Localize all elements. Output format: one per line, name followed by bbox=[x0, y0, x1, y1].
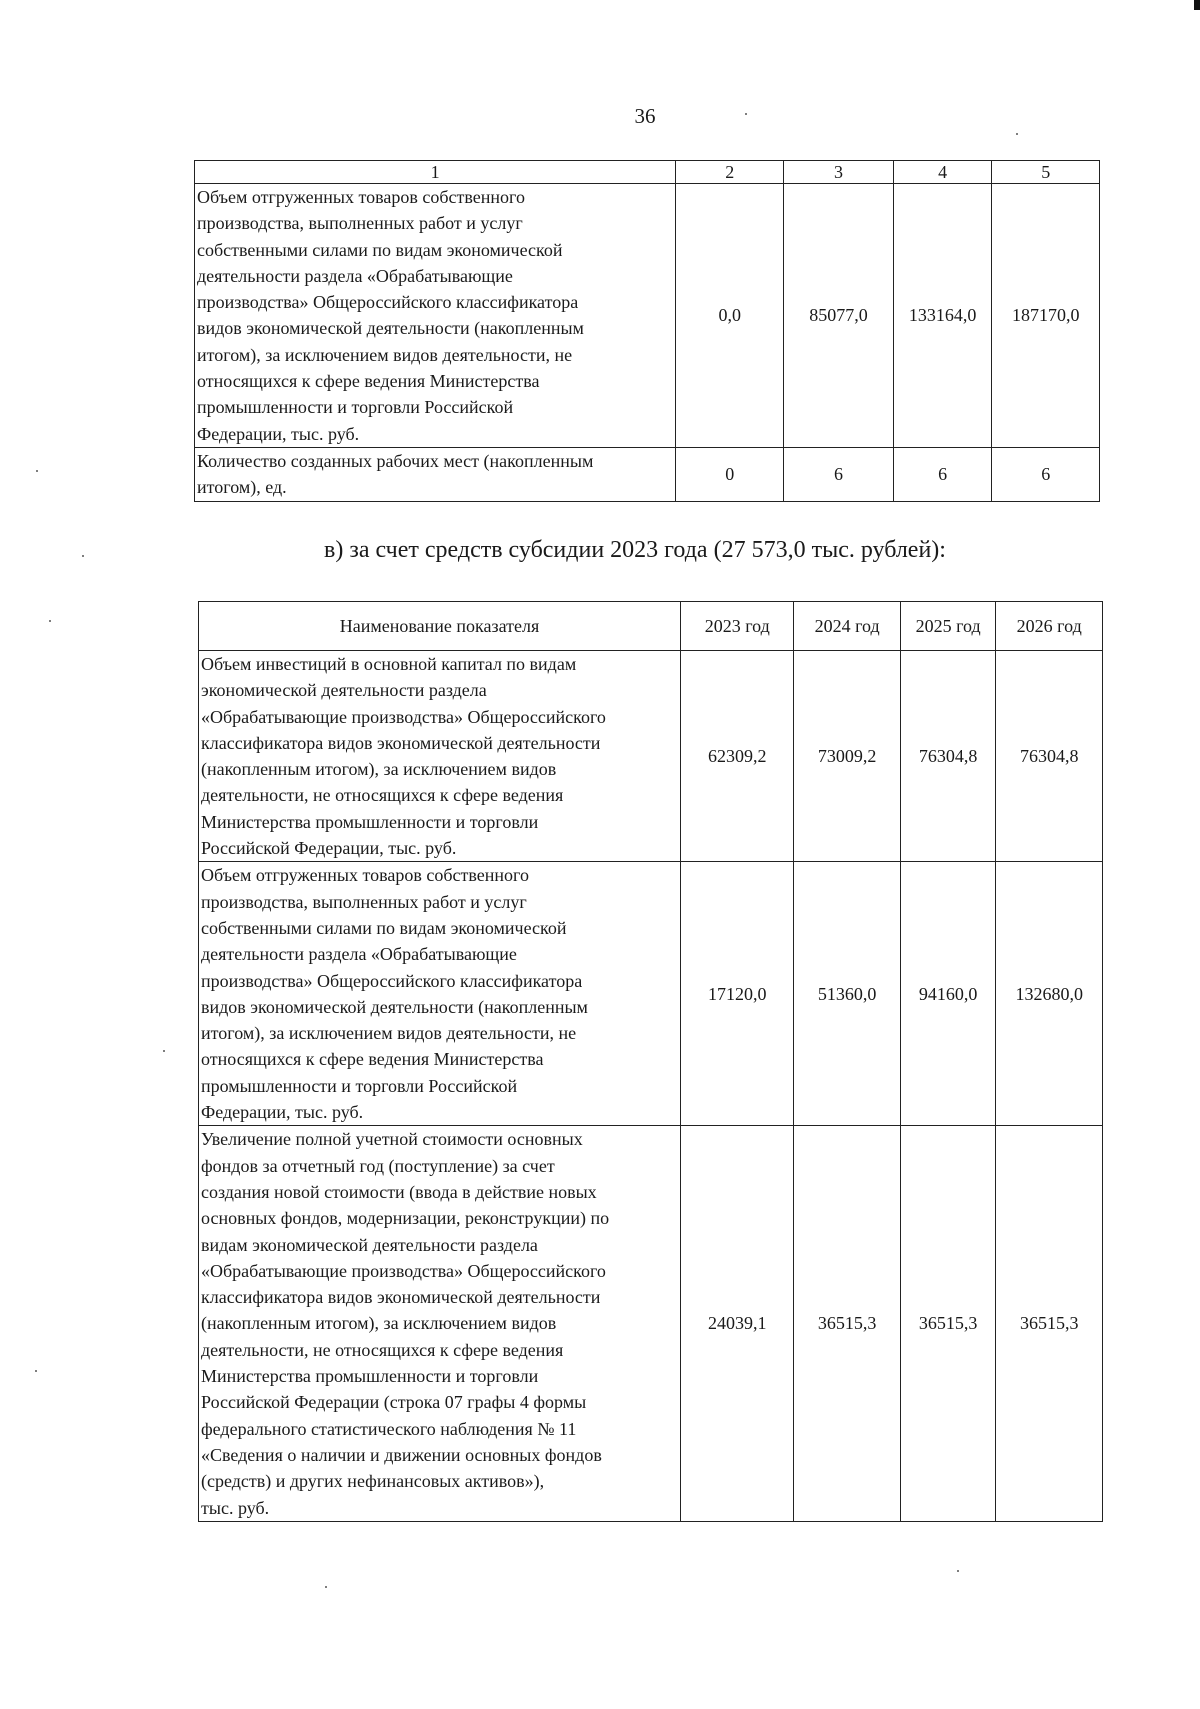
section-heading: в) за счет средств субсидии 2023 года (27 573,0 тыс. рублей): bbox=[324, 537, 946, 563]
indicator-name-line: относящихся к сфере ведения Министерства bbox=[201, 1049, 544, 1070]
scan-speck bbox=[957, 1570, 959, 1572]
header-cell-2023: 2023 год bbox=[681, 602, 794, 651]
value-cell: 85077,0 bbox=[784, 184, 893, 448]
value-cell: 6 bbox=[893, 447, 992, 501]
indicator-name-line: итогом), ед. bbox=[197, 477, 287, 498]
indicator-name-line: Количество созданных рабочих мест (накопленным bbox=[197, 450, 594, 471]
indicator-name-line: промышленности и торговли Российской bbox=[197, 397, 514, 418]
indicator-name-line: классификатора видов экономической деятельности bbox=[201, 732, 601, 753]
value-cell: 24039,1 bbox=[681, 1126, 794, 1521]
value-cell: 0,0 bbox=[676, 184, 784, 448]
scan-speck bbox=[35, 1370, 37, 1372]
value-cell: 187170,0 bbox=[992, 184, 1100, 448]
indicator-name-line: собственными силами по видам экономической bbox=[201, 917, 567, 938]
indicator-name-line: итогом), за исключением видов деятельности, не bbox=[201, 1023, 577, 1044]
indicator-name-line: относящихся к сфере ведения Министерства bbox=[197, 371, 540, 392]
indicator-name-cell bbox=[195, 447, 676, 501]
scan-speck bbox=[82, 555, 84, 557]
scan-speck bbox=[163, 1050, 165, 1052]
value-cell: 6 bbox=[784, 447, 893, 501]
scan-speck bbox=[325, 1586, 327, 1588]
indicator-name-line: Объем отгруженных товаров собственного bbox=[197, 187, 525, 207]
indicator-name-line: «Обрабатывающие производства» Общероссийского bbox=[201, 706, 606, 727]
value-cell: 76304,8 bbox=[900, 651, 996, 862]
indicator-name-line: Министерства промышленности и торговли bbox=[201, 1366, 539, 1387]
indicator-name-line: (накопленным итогом), за исключением видов bbox=[201, 759, 557, 780]
indicator-name-line: Министерства промышленности и торговли bbox=[201, 811, 539, 832]
indicator-name-line: основных фондов, модернизации, реконструкции) по bbox=[201, 1208, 610, 1229]
value-cell: 133164,0 bbox=[893, 184, 992, 448]
value-cell: 62309,2 bbox=[681, 651, 794, 862]
indicator-name-line: деятельности, не относящихся к сфере ведения bbox=[201, 785, 564, 806]
indicator-name-line: классификатора видов экономической деятельности bbox=[201, 1287, 601, 1308]
indicator-name-cell bbox=[199, 862, 681, 1126]
value-cell: 132680,0 bbox=[996, 862, 1103, 1126]
indicator-name-line: Увеличение полной учетной стоимости основных bbox=[201, 1129, 583, 1150]
scan-corner-mark bbox=[1194, 0, 1200, 10]
value-cell: 36515,3 bbox=[794, 1126, 900, 1521]
value-cell: 36515,3 bbox=[900, 1126, 996, 1521]
table-row bbox=[195, 447, 1100, 501]
indicator-name-cell bbox=[195, 184, 676, 448]
indicator-name-cell bbox=[199, 1126, 681, 1521]
indicator-name-line: Объем инвестиций в основной капитал по видам bbox=[201, 654, 577, 674]
header-cell-indicator: Наименование показателя bbox=[199, 602, 681, 651]
header-cell-2024: 2024 год bbox=[794, 602, 900, 651]
indicator-name-line: «Обрабатывающие производства» Общероссийского bbox=[201, 1260, 606, 1281]
indicator-name-line: Российской Федерации, тыс. руб. bbox=[201, 838, 457, 859]
indicator-name-cell bbox=[199, 651, 681, 862]
scan-speck bbox=[745, 113, 747, 115]
table-header-row bbox=[195, 161, 1100, 184]
continuation-table bbox=[194, 160, 1100, 502]
indicator-name-line: производства, выполненных работ и услуг bbox=[197, 213, 523, 234]
indicator-name-line: видов экономической деятельности (накопленным bbox=[201, 996, 588, 1017]
indicator-name-line: фондов за отчетный год (поступление) за счет bbox=[201, 1155, 555, 1176]
indicator-name-line: собственными силами по видам экономической bbox=[197, 239, 563, 260]
header-cell-2025: 2025 год bbox=[900, 602, 996, 651]
value-cell: 51360,0 bbox=[794, 862, 900, 1126]
value-cell: 73009,2 bbox=[794, 651, 900, 862]
header-cell-col5: 5 bbox=[992, 161, 1100, 184]
header-cell-col1: 1 bbox=[195, 161, 676, 184]
scan-speck bbox=[1016, 133, 1018, 135]
indicator-name-line: деятельности раздела «Обрабатывающие bbox=[197, 265, 513, 286]
scan-speck bbox=[36, 470, 38, 472]
indicator-name-line: федерального статистического наблюдения № 11 bbox=[201, 1418, 577, 1439]
table-row bbox=[199, 1126, 1103, 1521]
indicator-name-line: производства, выполненных работ и услуг bbox=[201, 891, 527, 912]
scan-speck bbox=[49, 620, 51, 622]
indicator-name-line: Объем отгруженных товаров собственного bbox=[201, 865, 529, 886]
indicator-name-line: (средств) и других нефинансовых активов»), bbox=[201, 1471, 545, 1492]
header-cell-2026: 2026 год bbox=[996, 602, 1103, 651]
indicator-name-line: создания новой стоимости (ввода в действие новых bbox=[201, 1181, 597, 1202]
value-cell: 94160,0 bbox=[900, 862, 996, 1126]
indicator-name-line: производства» Общероссийского классификатора bbox=[197, 292, 579, 313]
indicator-name-line: итогом), за исключением видов деятельности, не bbox=[197, 344, 573, 365]
indicator-name-line: промышленности и торговли Российской bbox=[201, 1075, 518, 1096]
indicator-name-line: Федерации, тыс. руб. bbox=[197, 423, 360, 444]
indicator-name-line: Федерации, тыс. руб. bbox=[201, 1102, 364, 1123]
indicator-name-line: деятельности раздела «Обрабатывающие bbox=[201, 944, 517, 965]
value-cell: 6 bbox=[992, 447, 1100, 501]
table-row bbox=[199, 862, 1103, 1126]
header-cell-col3: 3 bbox=[784, 161, 893, 184]
indicator-name-line: (накопленным итогом), за исключением видов bbox=[201, 1313, 557, 1334]
page-number: 36 bbox=[634, 104, 656, 128]
header-cell-col4: 4 bbox=[893, 161, 992, 184]
table-row bbox=[195, 184, 1100, 448]
indicator-name-line: экономической деятельности раздела bbox=[201, 680, 487, 701]
value-cell: 36515,3 bbox=[996, 1126, 1103, 1521]
indicator-name-line: деятельности, не относящихся к сфере ведения bbox=[201, 1339, 564, 1360]
indicator-name-line: «Сведения о наличии и движении основных фондов bbox=[201, 1444, 602, 1465]
table-header-row bbox=[199, 602, 1103, 651]
indicator-name-line: тыс. руб. bbox=[201, 1497, 270, 1518]
header-cell-col2: 2 bbox=[676, 161, 784, 184]
value-cell: 76304,8 bbox=[996, 651, 1103, 862]
subsidy-2023-table bbox=[198, 601, 1103, 1522]
table-row bbox=[199, 651, 1103, 862]
value-cell: 17120,0 bbox=[681, 862, 794, 1126]
indicator-name-line: Российской Федерации (строка 07 графы 4 формы bbox=[201, 1392, 587, 1413]
indicator-name-line: производства» Общероссийского классификатора bbox=[201, 970, 583, 991]
indicator-name-line: видов экономической деятельности (накопленным bbox=[197, 318, 584, 339]
indicator-name-line: видам экономической деятельности раздела bbox=[201, 1234, 538, 1255]
value-cell: 0 bbox=[676, 447, 784, 501]
